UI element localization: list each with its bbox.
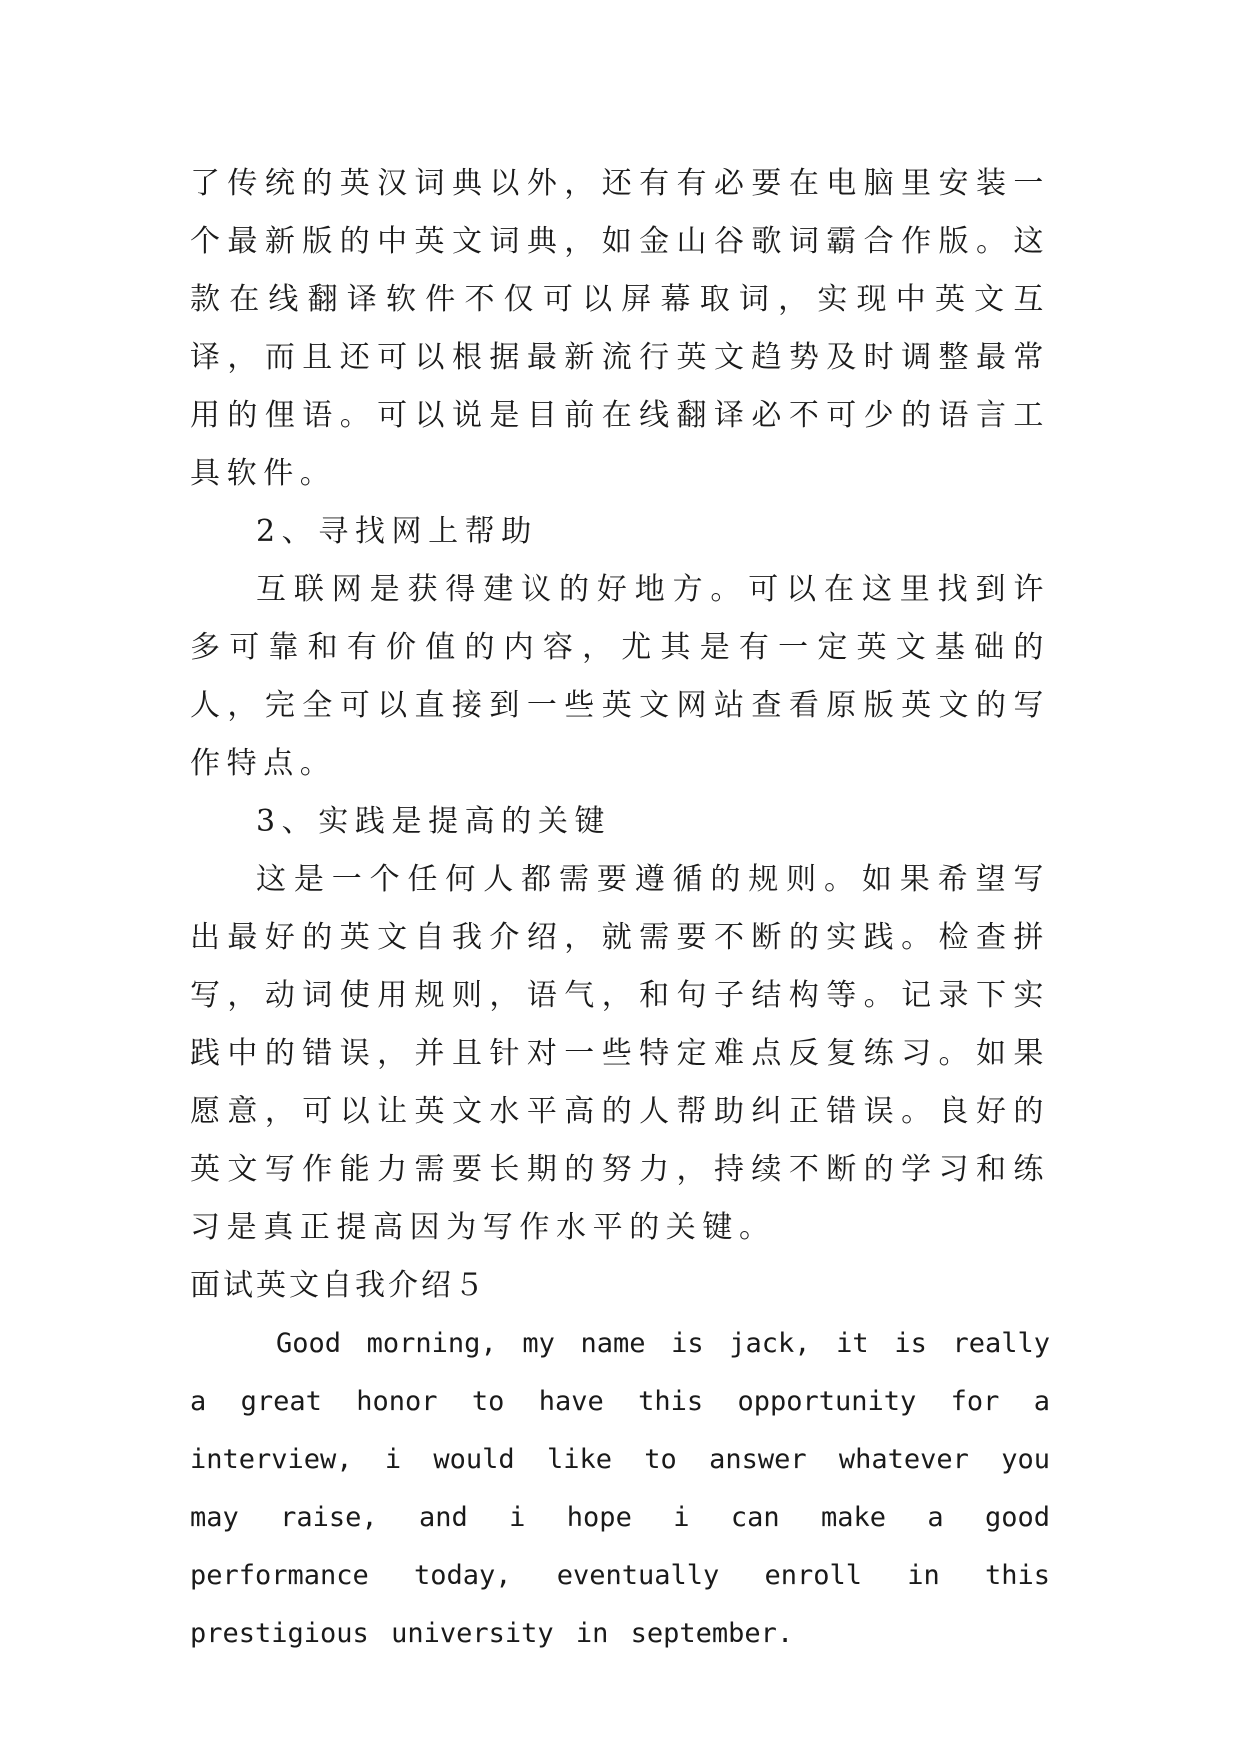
paragraph-practice: 这是一个任何人都需要遵循的规则。如果希望写出最好的英文自我介绍，就需要不断的实践。检查拼写，动词使用规则，语气，和句子结构等。记录下实践中的错误，并且针对一些特定难点反复练习。如果愿意，可以让英文水平高的人帮助纠正错误。良好的英文写作能力需要长期的努力，持续不断的学习和练习是真正提高因为写作水平的关键。 [190,862,1050,1245]
section-title-interview-5: 面试英文自我介绍５ [190,1268,487,1303]
paragraph-dictionary-software: 了传统的英汉词典以外，还有有必要在电脑里安装一个最新版的中英文词典，如金山谷歌词霸合作版。这款在线翻译软件不仅可以屏幕取词，实现中英文互译，而且还可以根据最新流行英文趋势及时调整最常用的俚语。可以说是目前在线翻译必不可少的语言工具软件。 [190,166,1050,491]
point-3-heading: 3、实践是提高的关键 [256,804,612,839]
english-self-introduction: Good morning, my name is jack, it is really a great honor to have this opportunity for a interview, i would like to answer whatever you may raise, and i hope i can make a good performance today, eventually enroll in this prestigious university in september. [190,1328,1050,1649]
point-2-heading: 2、寻找网上帮助 [256,514,538,549]
paragraph-internet-help: 互联网是获得建议的好地方。可以在这里找到许多可靠和有价值的内容，尤其是有一定英文基础的人，完全可以直接到一些英文网站查看原版英文的写作特点。 [190,572,1050,781]
document-body [190,155,1050,1663]
